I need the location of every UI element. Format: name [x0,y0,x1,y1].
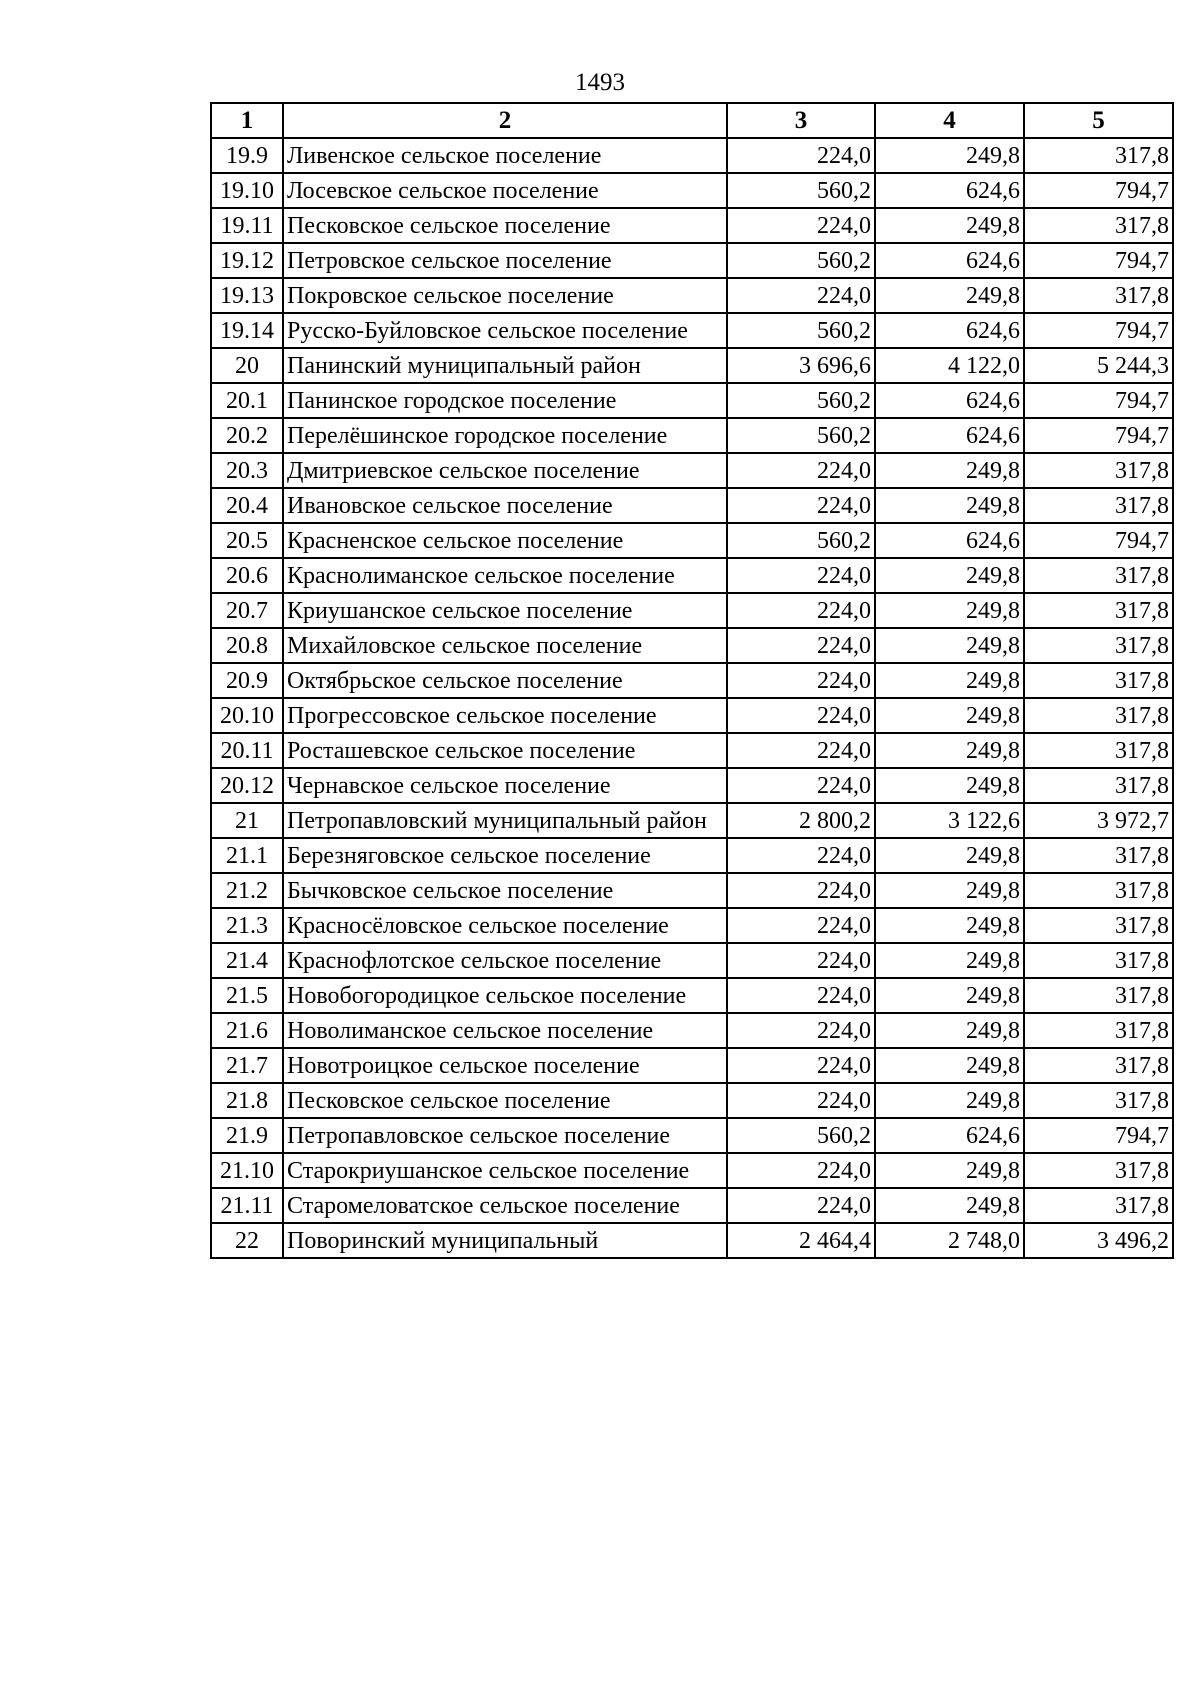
table-row [211,978,1173,1013]
table-row [211,838,1173,873]
row-value-col3-cell: 560,2 [727,383,875,418]
row-value-col3-cell: 224,0 [727,488,875,523]
row-value-col4-cell: 624,6 [875,523,1024,558]
row-name-cell: Песковское сельское поселение [283,208,727,243]
table-row [211,943,1173,978]
row-number-cell: 20.10 [211,698,283,733]
row-value-col3-cell: 560,2 [727,313,875,348]
row-number-cell: 19.10 [211,173,283,208]
table-row [211,1223,1173,1258]
row-number-cell: 21.8 [211,1083,283,1118]
row-value-col5-cell: 317,8 [1024,453,1173,488]
column-header-5: 5 [1024,103,1173,138]
row-name-cell: Красненское сельское поселение [283,523,727,558]
row-value-col4-cell: 249,8 [875,593,1024,628]
table-row [211,278,1173,313]
row-name-cell: Михайловское сельское поселение [283,628,727,663]
row-value-col4-cell: 249,8 [875,208,1024,243]
row-value-col4-cell: 249,8 [875,698,1024,733]
row-number-cell: 20.6 [211,558,283,593]
row-value-col5-cell: 794,7 [1024,1118,1173,1153]
row-value-col4-cell: 249,8 [875,278,1024,313]
row-value-col3-cell: 224,0 [727,978,875,1013]
row-number-cell: 21.4 [211,943,283,978]
row-value-col4-cell: 249,8 [875,908,1024,943]
row-value-col4-cell: 249,8 [875,558,1024,593]
row-value-col3-cell: 224,0 [727,593,875,628]
row-number-cell: 20.4 [211,488,283,523]
row-name-cell: Новобогородицкое сельское поселение [283,978,727,1013]
table-row [211,453,1173,488]
row-value-col3-cell: 560,2 [727,173,875,208]
row-name-cell: Дмитриевское сельское поселение [283,453,727,488]
table-row [211,908,1173,943]
row-name-cell: Ивановское сельское поселение [283,488,727,523]
allocation-table [210,102,1174,1259]
table-row [211,418,1173,453]
row-value-col3-cell: 224,0 [727,908,875,943]
row-number-cell: 21.7 [211,1048,283,1083]
table-row [211,1188,1173,1223]
row-number-cell: 21.1 [211,838,283,873]
row-value-col5-cell: 794,7 [1024,243,1173,278]
row-value-col5-cell: 317,8 [1024,138,1173,173]
row-value-col5-cell: 317,8 [1024,1013,1173,1048]
table-header-row [211,103,1173,138]
row-name-cell: Петропавловское сельское поселение [283,1118,727,1153]
row-number-cell: 21.2 [211,873,283,908]
row-value-col5-cell: 317,8 [1024,1048,1173,1083]
row-value-col3-cell: 224,0 [727,1048,875,1083]
row-value-col5-cell: 317,8 [1024,733,1173,768]
row-name-cell: Песковское сельское поселение [283,1083,727,1118]
row-number-cell: 21.10 [211,1153,283,1188]
row-value-col4-cell: 249,8 [875,1153,1024,1188]
row-number-cell: 21.5 [211,978,283,1013]
row-value-col3-cell: 560,2 [727,1118,875,1153]
row-value-col3-cell: 2 464,4 [727,1223,875,1258]
column-header-1: 1 [211,103,283,138]
row-value-col5-cell: 317,8 [1024,978,1173,1013]
row-value-col5-cell: 5 244,3 [1024,348,1173,383]
row-value-col4-cell: 249,8 [875,978,1024,1013]
row-value-col4-cell: 624,6 [875,313,1024,348]
row-value-col3-cell: 224,0 [727,628,875,663]
row-value-col5-cell: 794,7 [1024,383,1173,418]
row-value-col3-cell: 224,0 [727,873,875,908]
row-name-cell: Панинское городское поселение [283,383,727,418]
row-name-cell: Новотроицкое сельское поселение [283,1048,727,1083]
row-number-cell: 20.11 [211,733,283,768]
row-value-col5-cell: 317,8 [1024,488,1173,523]
row-value-col4-cell: 249,8 [875,663,1024,698]
row-value-col4-cell: 624,6 [875,418,1024,453]
row-number-cell: 20 [211,348,283,383]
row-value-col5-cell: 794,7 [1024,313,1173,348]
row-value-col3-cell: 224,0 [727,1083,875,1118]
row-value-col3-cell: 224,0 [727,1188,875,1223]
row-value-col4-cell: 249,8 [875,768,1024,803]
table-row [211,1153,1173,1188]
table-body [211,138,1173,1258]
row-value-col4-cell: 249,8 [875,138,1024,173]
row-value-col4-cell: 249,8 [875,1048,1024,1083]
row-name-cell: Росташевское сельское поселение [283,733,727,768]
row-value-col4-cell: 249,8 [875,873,1024,908]
row-name-cell: Криушанское сельское поселение [283,593,727,628]
row-value-col3-cell: 224,0 [727,278,875,313]
table-row [211,488,1173,523]
table-row [211,523,1173,558]
table-row [211,173,1173,208]
row-name-cell: Березняговское сельское поселение [283,838,727,873]
row-number-cell: 19.14 [211,313,283,348]
table-row [211,208,1173,243]
row-value-col4-cell: 249,8 [875,488,1024,523]
table-row [211,873,1173,908]
row-number-cell: 22 [211,1223,283,1258]
row-value-col4-cell: 249,8 [875,1013,1024,1048]
row-value-col5-cell: 3 972,7 [1024,803,1173,838]
row-value-col3-cell: 224,0 [727,943,875,978]
table-row [211,803,1173,838]
row-name-cell: Ливенское сельское поселение [283,138,727,173]
row-number-cell: 21.6 [211,1013,283,1048]
table-row [211,558,1173,593]
row-number-cell: 20.12 [211,768,283,803]
row-value-col5-cell: 794,7 [1024,173,1173,208]
row-value-col3-cell: 224,0 [727,208,875,243]
row-value-col3-cell: 560,2 [727,243,875,278]
row-value-col4-cell: 4 122,0 [875,348,1024,383]
row-name-cell: Покровское сельское поселение [283,278,727,313]
row-number-cell: 19.12 [211,243,283,278]
row-name-cell: Старокриушанское сельское поселение [283,1153,727,1188]
table-row [211,663,1173,698]
row-value-col5-cell: 317,8 [1024,943,1173,978]
table-row [211,768,1173,803]
table-row [211,1013,1173,1048]
row-number-cell: 19.11 [211,208,283,243]
row-value-col5-cell: 317,8 [1024,873,1173,908]
row-name-cell: Октябрьское сельское поселение [283,663,727,698]
row-value-col4-cell: 249,8 [875,943,1024,978]
row-number-cell: 20.3 [211,453,283,488]
row-value-col5-cell: 317,8 [1024,1188,1173,1223]
row-name-cell: Русско-Буйловское сельское поселение [283,313,727,348]
row-number-cell: 20.2 [211,418,283,453]
row-value-col3-cell: 224,0 [727,1153,875,1188]
row-value-col5-cell: 317,8 [1024,663,1173,698]
page-number: 1493 [575,69,625,96]
row-number-cell: 21.3 [211,908,283,943]
row-name-cell: Красносёловское сельское поселение [283,908,727,943]
row-name-cell: Чернавское сельское поселение [283,768,727,803]
row-name-cell: Старомеловатское сельское поселение [283,1188,727,1223]
row-name-cell: Лосевское сельское поселение [283,173,727,208]
row-value-col3-cell: 224,0 [727,453,875,488]
row-value-col3-cell: 224,0 [727,1013,875,1048]
row-value-col5-cell: 317,8 [1024,278,1173,313]
table-row [211,1083,1173,1118]
row-value-col3-cell: 3 696,6 [727,348,875,383]
row-name-cell: Бычковское сельское поселение [283,873,727,908]
row-value-col4-cell: 249,8 [875,838,1024,873]
row-value-col5-cell: 794,7 [1024,523,1173,558]
row-number-cell: 20.7 [211,593,283,628]
table-row [211,1048,1173,1083]
column-header-3: 3 [727,103,875,138]
row-name-cell: Новолиманское сельское поселение [283,1013,727,1048]
row-value-col5-cell: 317,8 [1024,628,1173,663]
row-value-col4-cell: 3 122,6 [875,803,1024,838]
row-name-cell: Краснолиманское сельское поселение [283,558,727,593]
row-value-col5-cell: 317,8 [1024,908,1173,943]
table-row [211,313,1173,348]
row-value-col3-cell: 224,0 [727,663,875,698]
column-header-2: 2 [283,103,727,138]
row-name-cell: Прогрессовское сельское поселение [283,698,727,733]
row-value-col5-cell: 317,8 [1024,1153,1173,1188]
table-row [211,138,1173,173]
row-value-col3-cell: 224,0 [727,698,875,733]
row-value-col4-cell: 249,8 [875,1083,1024,1118]
row-value-col4-cell: 624,6 [875,383,1024,418]
row-value-col4-cell: 249,8 [875,453,1024,488]
row-value-col4-cell: 624,6 [875,1118,1024,1153]
row-value-col4-cell: 249,8 [875,733,1024,768]
row-number-cell: 21.9 [211,1118,283,1153]
row-value-col3-cell: 224,0 [727,558,875,593]
row-value-col5-cell: 794,7 [1024,418,1173,453]
row-name-cell: Перелёшинское городское поселение [283,418,727,453]
row-name-cell: Поворинский муниципальный [283,1223,727,1258]
row-value-col5-cell: 3 496,2 [1024,1223,1173,1258]
row-number-cell: 21.11 [211,1188,283,1223]
table-row [211,593,1173,628]
row-value-col3-cell: 224,0 [727,838,875,873]
row-value-col5-cell: 317,8 [1024,1083,1173,1118]
table-row [211,628,1173,663]
row-name-cell: Петровское сельское поселение [283,243,727,278]
row-value-col5-cell: 317,8 [1024,208,1173,243]
row-value-col3-cell: 224,0 [727,138,875,173]
row-value-col5-cell: 317,8 [1024,768,1173,803]
column-header-4: 4 [875,103,1024,138]
row-name-cell: Петропавловский муниципальный район [283,803,727,838]
row-number-cell: 20.8 [211,628,283,663]
row-value-col4-cell: 624,6 [875,243,1024,278]
row-number-cell: 19.9 [211,138,283,173]
row-value-col5-cell: 317,8 [1024,698,1173,733]
row-name-cell: Панинский муниципальный район [283,348,727,383]
row-value-col4-cell: 249,8 [875,1188,1024,1223]
row-value-col3-cell: 224,0 [727,768,875,803]
row-value-col4-cell: 249,8 [875,628,1024,663]
table-row [211,733,1173,768]
row-value-col3-cell: 560,2 [727,523,875,558]
row-value-col5-cell: 317,8 [1024,593,1173,628]
row-number-cell: 20.9 [211,663,283,698]
table-row [211,698,1173,733]
row-number-cell: 19.13 [211,278,283,313]
table-row [211,348,1173,383]
row-value-col5-cell: 317,8 [1024,558,1173,593]
row-value-col3-cell: 224,0 [727,733,875,768]
row-number-cell: 21 [211,803,283,838]
table-row [211,243,1173,278]
row-name-cell: Краснофлотское сельское поселение [283,943,727,978]
table-row [211,383,1173,418]
row-value-col3-cell: 2 800,2 [727,803,875,838]
row-value-col4-cell: 624,6 [875,173,1024,208]
table-row [211,1118,1173,1153]
row-number-cell: 20.5 [211,523,283,558]
row-value-col5-cell: 317,8 [1024,838,1173,873]
row-number-cell: 20.1 [211,383,283,418]
row-value-col3-cell: 560,2 [727,418,875,453]
row-value-col4-cell: 2 748,0 [875,1223,1024,1258]
